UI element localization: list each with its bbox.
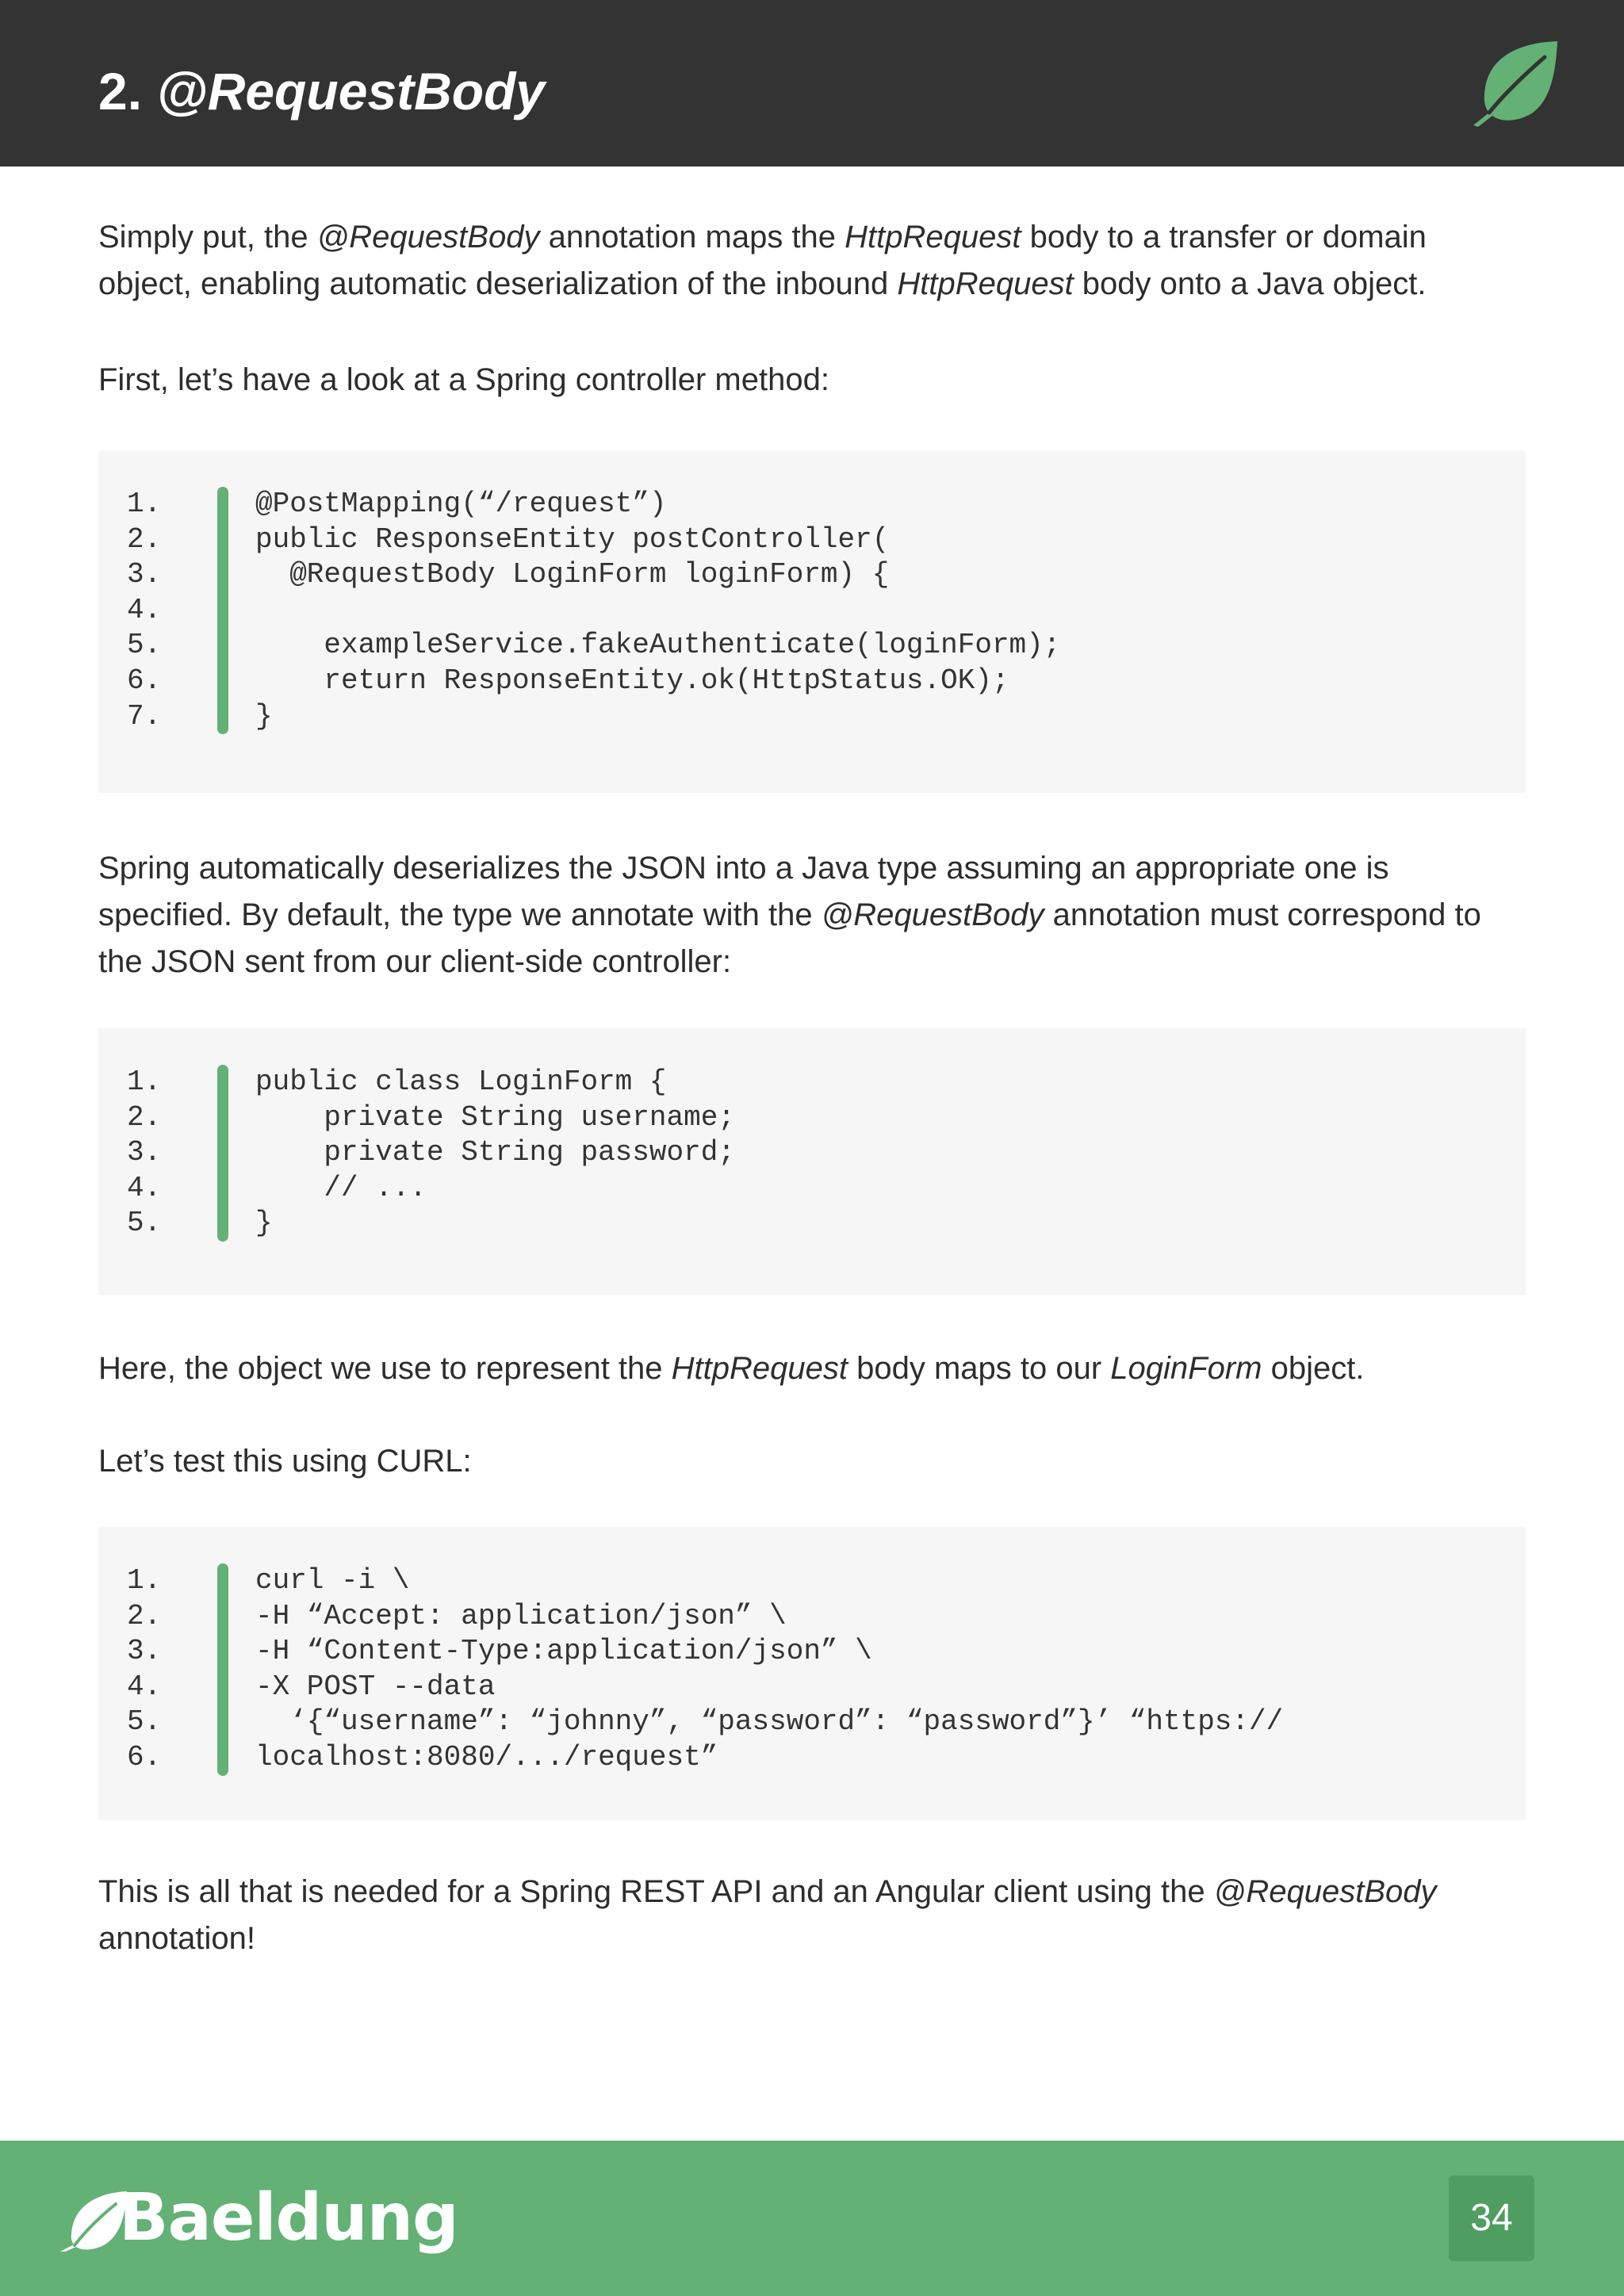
text-run: object. bbox=[1262, 1351, 1365, 1386]
code-text: return ResponseEntity.ok(HttpStatus.OK); bbox=[255, 664, 1009, 697]
text-run: Simply put, the bbox=[98, 220, 317, 254]
code-lines bbox=[127, 487, 1061, 734]
code-line bbox=[127, 593, 174, 629]
text-run: body to a transfer or domain object, enabling automatic deserialization of the inbound bbox=[98, 220, 1427, 301]
line-number: 1. bbox=[127, 1564, 162, 1597]
italic-term: HttpRequest bbox=[897, 266, 1074, 301]
page-footer bbox=[0, 2141, 1624, 2296]
code-text: @PostMapping(“/request”) bbox=[255, 488, 667, 520]
line-number: 6. bbox=[127, 1740, 162, 1774]
code-accent-bar bbox=[217, 487, 228, 734]
code-line bbox=[127, 664, 1009, 699]
code-text: curl -i \ bbox=[255, 1564, 410, 1597]
section-title bbox=[98, 55, 545, 127]
italic-term: LoginForm bbox=[1110, 1351, 1262, 1386]
italic-term: HttpRequest bbox=[671, 1351, 848, 1386]
line-number: 4. bbox=[127, 1171, 162, 1204]
intro-paragraph bbox=[98, 214, 1526, 308]
line-number: 4. bbox=[127, 593, 162, 626]
code-line bbox=[127, 628, 1061, 664]
page-header bbox=[0, 0, 1624, 166]
code-line bbox=[127, 1171, 427, 1207]
code-text: @RequestBody LoginForm loginForm) { bbox=[255, 558, 890, 591]
code-lines bbox=[127, 1065, 735, 1242]
code-text: ‘{“username”: “johnny”, “password”: “password”}’ “https:// bbox=[255, 1705, 1284, 1739]
code-line bbox=[127, 1705, 1284, 1740]
curl-lead-paragraph: Let’s test this using CURL: bbox=[98, 1444, 472, 1479]
closing-paragraph bbox=[98, 1869, 1526, 1962]
italic-term: @RequestBody bbox=[821, 897, 1044, 932]
page-number: 34 bbox=[1449, 2175, 1534, 2261]
section-number: 2. bbox=[98, 62, 143, 121]
text-run: annotation maps the bbox=[539, 220, 845, 254]
brand-wordmark: Baeldung bbox=[119, 2180, 458, 2256]
code-line bbox=[127, 1065, 667, 1100]
deserialization-paragraph bbox=[98, 845, 1526, 985]
code-text: -H “Content-Type:application/json” \ bbox=[255, 1635, 872, 1668]
text-run: Spring automatically deserializes the JSON into a Java type assuming an appropriate one is specified. By default, the type we annotate with the bbox=[98, 851, 1389, 932]
line-number: 3. bbox=[127, 558, 162, 591]
code-block-controller bbox=[98, 450, 1526, 793]
line-number: 5. bbox=[127, 1705, 162, 1739]
code-line bbox=[127, 522, 890, 558]
text-run: body maps to our bbox=[847, 1351, 1111, 1386]
line-number: 2. bbox=[127, 1100, 162, 1134]
code-line bbox=[127, 1740, 718, 1776]
line-number: 3. bbox=[127, 1136, 162, 1169]
line-number: 6. bbox=[127, 664, 162, 697]
code-text: } bbox=[255, 1207, 273, 1240]
line-number: 5. bbox=[127, 629, 162, 662]
italic-term: @RequestBody bbox=[316, 220, 540, 254]
line-number: 1. bbox=[127, 488, 162, 520]
line-number: 2. bbox=[127, 522, 162, 556]
leaf-icon bbox=[1469, 40, 1561, 127]
code-lines bbox=[127, 1563, 1284, 1776]
code-line bbox=[127, 1100, 735, 1136]
line-number: 4. bbox=[127, 1670, 162, 1703]
code-line bbox=[127, 1135, 735, 1171]
line-number: 5. bbox=[127, 1207, 162, 1240]
line-number: 2. bbox=[127, 1599, 162, 1632]
code-text: private String password; bbox=[255, 1136, 735, 1169]
code-line bbox=[127, 487, 667, 522]
code-accent-bar bbox=[217, 1563, 228, 1776]
code-text: exampleService.fakeAuthenticate(loginForm); bbox=[255, 629, 1061, 662]
code-text: // ... bbox=[255, 1171, 427, 1204]
code-text: public ResponseEntity postController( bbox=[255, 522, 890, 556]
code-text: public class LoginForm { bbox=[255, 1066, 667, 1098]
line-number: 7. bbox=[127, 699, 162, 733]
code-accent-bar bbox=[217, 1065, 228, 1242]
mapping-paragraph bbox=[98, 1345, 1526, 1392]
line-number: 1. bbox=[127, 1066, 162, 1098]
code-line bbox=[127, 699, 273, 735]
italic-term: @RequestBody bbox=[1213, 1874, 1437, 1909]
section-title-text: @RequestBody bbox=[156, 62, 546, 121]
italic-term: HttpRequest bbox=[845, 220, 1021, 254]
text-run: annotation! bbox=[98, 1921, 255, 1956]
code-line bbox=[127, 557, 890, 593]
code-line bbox=[127, 1670, 496, 1705]
text-run: Here, the object we use to represent the bbox=[98, 1351, 672, 1386]
code-line bbox=[127, 1599, 787, 1635]
text-run: This is all that is needed for a Spring REST API and an Angular client using the bbox=[98, 1874, 1214, 1909]
code-text: private String username; bbox=[255, 1100, 735, 1134]
code-line bbox=[127, 1563, 410, 1599]
code-text: -X POST --data bbox=[255, 1670, 496, 1703]
code-block-curl bbox=[98, 1527, 1526, 1820]
line-number: 3. bbox=[127, 1635, 162, 1668]
intro-lead-paragraph: First, let’s have a look at a Spring controller method: bbox=[98, 362, 829, 397]
text-run: annotation must correspond to the JSON sent from our client-side controller: bbox=[98, 897, 1481, 979]
code-text: localhost:8080/.../request” bbox=[255, 1740, 718, 1774]
code-text: } bbox=[255, 699, 273, 733]
code-block-loginform bbox=[98, 1028, 1526, 1295]
code-line bbox=[127, 1634, 872, 1670]
code-text: -H “Accept: application/json” \ bbox=[255, 1599, 787, 1632]
text-run: body onto a Java object. bbox=[1073, 266, 1427, 301]
code-line bbox=[127, 1206, 273, 1242]
